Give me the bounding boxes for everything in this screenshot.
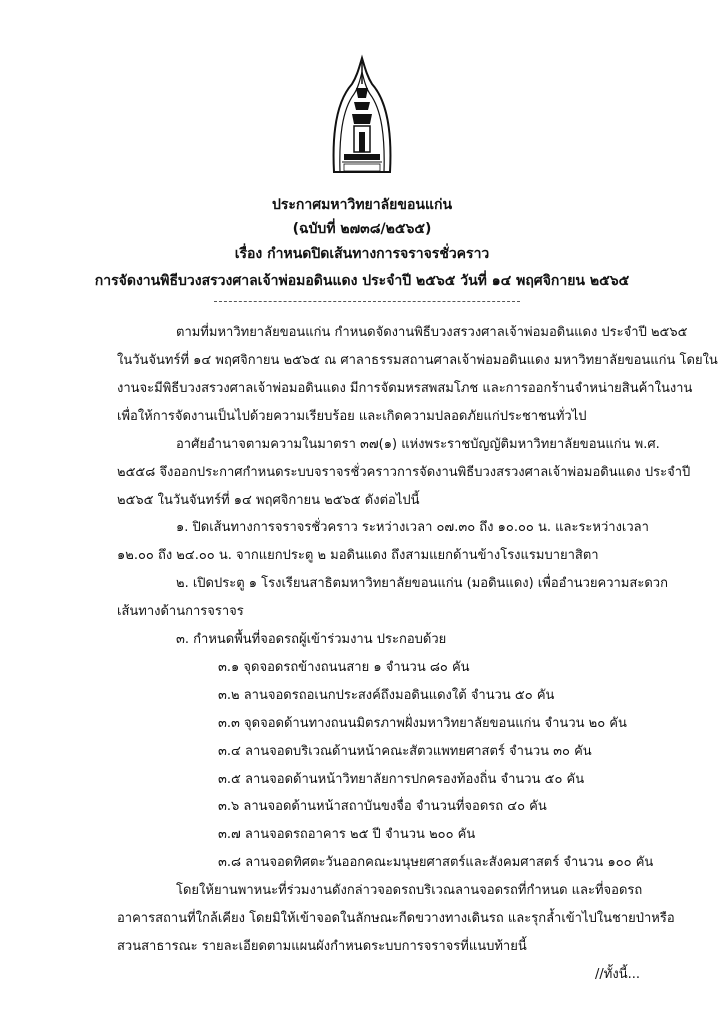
parking-sublist-item: ๓.๕ ลานจอดด้านหน้าวิทยาลัยการปกครองท้องถิ่น จำนวน ๕๐ คัน (218, 772, 585, 787)
dashed-divider (214, 301, 520, 302)
announcement-subject: เรื่อง กำหนดปิดเส้นทางการจราจรชั่วคราว (234, 246, 490, 262)
parking-sublist-item: ๓.๒ ลานจอดรถอเนกประสงค์ถึงมอดินแดงใต้ จำนวน ๕๐ คัน (218, 688, 555, 703)
announcement-event: การจัดงานพิธีบวงสรวงศาลเจ้าพ่อมอดินแดง ประจำปี ๒๕๖๕ วันที่ ๑๔ พฤศจิกายน ๒๕๖๕ (94, 273, 630, 289)
parking-sublist-item: ๓.๗ ลานจอดรถอาคาร ๒๕ ปี จำนวน ๒๐๐ คัน (218, 827, 476, 842)
parking-sublist-item: ๓.๔ ลานจอดบริเวณด้านหน้าคณะสัตวแพทยศาสตร์ จำนวน ๓๐ คัน (218, 744, 592, 759)
continued-marker: //ทั้งนี้... (595, 967, 640, 982)
announcement-title: ประกาศมหาวิทยาลัยขอนแก่น (271, 197, 453, 213)
list-item-continuation: ๑๒.๐๐ ถึง ๒๔.๐๐ น. จากแยกประตู ๒ มอดินแดง ถึงสามแยกด้านข้างโรงแรมบายาสิตา (117, 548, 599, 563)
list-item: ๒. เปิดประตู ๑ โรงเรียนสาธิตมหาวิทยาลัยขอนแก่น (มอดินแดง) เพื่ออำนวยความสะดวก (176, 576, 668, 591)
list-item-continuation: เส้นทางด้านการจราจร (117, 604, 244, 619)
university-seal-icon (330, 54, 394, 180)
announcement-number: (ฉบับที่ ๒๗๓๘/๒๕๖๕) (292, 221, 432, 237)
paragraph-line: งานจะมีพิธีบวงสรวงศาลเจ้าพ่อมอดินแดง มีการจัดมหรสพสมโภช และการออกร้านจำหน่ายสินค้าในงาน (117, 381, 693, 396)
paragraph-line: สวนสาธารณะ รายละเอียดตามแผนผังกำหนดระบบการจราจรที่แนบท้ายนี้ (117, 939, 527, 954)
list-item: ๑. ปิดเส้นทางการจราจรชั่วคราว ระหว่างเวลา ๐๗.๓๐ ถึง ๑๐.๐๐ น. และระหว่างเวลา (176, 520, 649, 535)
paragraph-line: อาศัยอำนาจตามความในมาตรา ๓๗(๑) แห่งพระราชบัญญัติมหาวิทยาลัยขอนแก่น พ.ศ. (176, 437, 660, 452)
paragraph-line: ๒๕๖๕ ในวันจันทร์ที่ ๑๔ พฤศจิกายน ๒๕๖๕ ดังต่อไปนี้ (117, 493, 420, 508)
paragraph-line: อาคารสถานที่ใกล้เคียง โดยมิให้เข้าจอดในลักษณะกีดขวางทางเดินรถ และรุกล้ำเข้าไปในชายป่าหรือ (117, 911, 675, 926)
paragraph-line: ตามที่มหาวิทยาลัยขอนแก่น กำหนดจัดงานพิธีบวงสรวงศาลเจ้าพ่อมอดินแดง ประจำปี ๒๕๖๕ (176, 325, 688, 340)
parking-sublist-item: ๓.๖ ลานจอดด้านหน้าสถาบันขงจื่อ จำนวนที่จอดรถ ๔๐ คัน (218, 799, 547, 814)
parking-sublist-item: ๓.๓ จุดจอดด้านทางถนนมิตรภาพฝั่งมหาวิทยาลัยขอนแก่น จำนวน ๒๐ คัน (218, 716, 627, 731)
paragraph-line: ๒๕๕๘ จึงออกประกาศกำหนดระบบจราจรชั่วคราวการจัดงานพิธีบวงสรวงศาลเจ้าพ่อมอดินแดง ประจำปี (117, 465, 691, 480)
parking-sublist-item: ๓.๑ จุดจอดรถข้างถนนสาย ๑ จำนวน ๘๐ คัน (218, 660, 470, 675)
paragraph-line: ในวันจันทร์ที่ ๑๔ พฤศจิกายน ๒๕๖๕ ณ ศาลาธรรมสถานศาลเจ้าพ่อมอดินแดง มหาวิทยาลัยขอนแก่น โดยใน (117, 353, 718, 368)
parking-sublist-item: ๓.๘ ลานจอดทิศตะวันออกคณะมนุษยศาสตร์และสังคมศาสตร์ จำนวน ๑๐๐ คัน (218, 855, 654, 870)
paragraph-line: เพื่อให้การจัดงานเป็นไปด้วยความเรียบร้อย และเกิดความปลอดภัยแก่ประชาชนทั่วไป (117, 409, 587, 424)
list-item: ๓. กำหนดพื้นที่จอดรถผู้เข้าร่วมงาน ประกอบด้วย (176, 632, 447, 647)
paragraph-line: โดยให้ยานพาหนะที่ร่วมงานดังกล่าวจอดรถบริเวณลานจอดรถที่กำหนด และที่จอดรถ (176, 883, 643, 898)
